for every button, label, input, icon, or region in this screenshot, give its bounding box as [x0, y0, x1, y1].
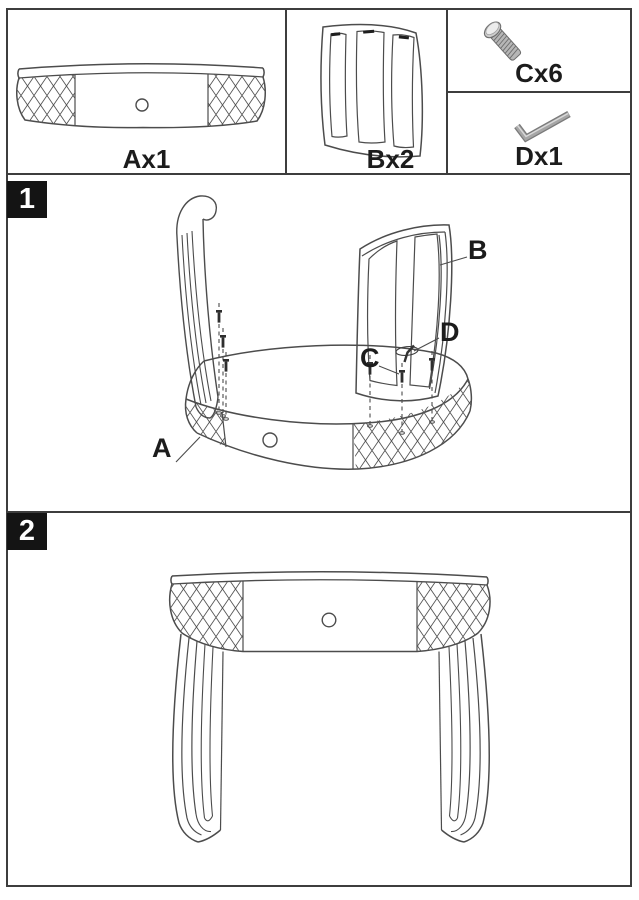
step1-panel: [8, 175, 630, 511]
part-a-label: Ax1: [122, 144, 171, 174]
allen-key-icon: [517, 114, 569, 139]
step2-panel: [8, 513, 630, 885]
screw-icon: [482, 19, 525, 63]
callout-c: C: [360, 343, 380, 373]
step2-number: 2: [18, 515, 36, 547]
drawer-knob: [322, 613, 336, 627]
tabletop-front-view: [17, 64, 265, 128]
parts-cell-d: [448, 93, 630, 173]
screws-c: [216, 303, 435, 432]
lattice-right: [353, 379, 471, 469]
part-b-label: Bx2: [366, 144, 415, 174]
part-c-label: Cx6: [515, 58, 563, 88]
parts-cell-c: [448, 10, 630, 91]
screw-icon: [223, 352, 229, 418]
assembled-table: [170, 572, 490, 842]
drawer-knob: [263, 433, 277, 447]
leg-frame-front-view: [321, 25, 422, 157]
step2-assembled-diagram: [8, 513, 630, 885]
callout-b: B: [468, 235, 488, 265]
parts-cell-a: [8, 10, 285, 173]
left-leg: [173, 634, 223, 842]
right-leg: [439, 634, 489, 842]
callout-d: D: [440, 317, 460, 347]
sheet-frame: [6, 8, 632, 887]
leg-frame-left: [177, 196, 218, 418]
callout-a: A: [152, 433, 172, 463]
tabletop-part: [185, 345, 471, 469]
step1-number-badge: [7, 181, 47, 218]
drawer-knob: [136, 99, 148, 111]
lattice-left: [17, 75, 75, 127]
part-d-label: Dx1: [515, 141, 563, 171]
step2-number-badge: [7, 513, 47, 550]
parts-cell-b: [287, 10, 446, 173]
step1-number: 1: [18, 183, 36, 215]
lattice-right: [208, 74, 265, 126]
lattice-right: [417, 582, 490, 652]
step1-exploded-diagram: [8, 175, 630, 511]
